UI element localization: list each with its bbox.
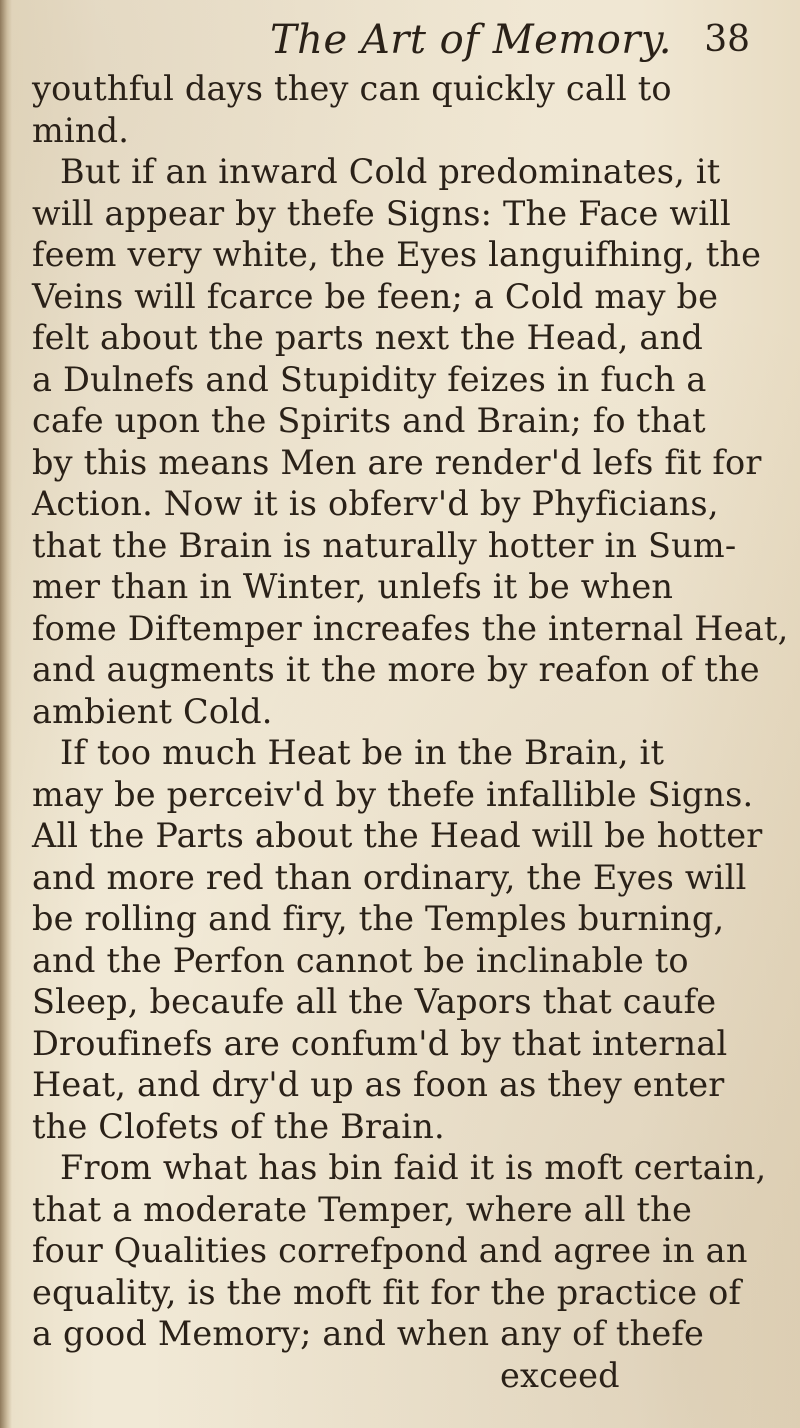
text-line: fome Diftemper increafes the internal Heat, [32, 608, 789, 648]
text-line: the Clofets of the Brain. [32, 1106, 445, 1146]
text-line: Droufinefs are confum'd by that internal [32, 1023, 728, 1063]
text-line: that a moderate Temper, where all the [32, 1189, 692, 1229]
text-line: felt about the parts next the Head, and [32, 318, 704, 357]
text-line: If too much Heat be in the Brain, it [60, 733, 665, 772]
page-number: 38 [704, 19, 750, 60]
text-line: by this means Men are render'd lefs fit for [32, 442, 762, 482]
catchword: exceed [500, 1355, 620, 1395]
text-line: may be perceiv'd by thefe infallible Signs. [32, 774, 754, 814]
text-line: Action. Now it is obferv'd by Phyficians, [32, 484, 719, 523]
text-line: youthful days they can quickly call to [32, 69, 672, 108]
text-line: four Qualities correfpond and agree in an [32, 1231, 748, 1270]
text-line: and more red than ordinary, the Eyes will [32, 857, 747, 897]
page-gutter [0, 0, 12, 1428]
text-line: Heat, and dry'd up as foon as they enter [32, 1065, 725, 1104]
text-line: cafe upon the Spirits and Brain; fo that [32, 401, 706, 440]
text-line: mind. [32, 110, 130, 150]
text-line: mer than in Winter, unlefs it be when [32, 567, 674, 606]
running-title: The Art of Memory. [270, 17, 672, 63]
text-line: But if an inward Cold predominates, it [60, 152, 721, 191]
text-line: feem very white, the Eyes languifhing, the [32, 235, 762, 274]
text-line: a Dulnefs and Stupidity feizes in fuch a [32, 359, 707, 399]
text-line: be rolling and firy, the Temples burning, [32, 899, 725, 938]
text-line: and augments it the more by reafon of the [32, 650, 760, 689]
text-line: a good Memory; and when any of thefe [32, 1314, 704, 1353]
text-line: ambient Cold. [32, 691, 273, 731]
text-line: Veins will fcarce be feen; a Cold may be [32, 276, 719, 316]
text-line: will appear by thefe Signs: The Face will [32, 193, 731, 233]
text-line: Sleep, becaufe all the Vapors that caufe [32, 982, 717, 1021]
text-line: and the Perfon cannot be inclinable to [32, 940, 689, 980]
text-line: that the Brain is naturally hotter in Sum- [32, 525, 737, 565]
text-line: All the Parts about the Head will be hotter [32, 816, 763, 855]
page-header [40, 12, 780, 68]
body-text [32, 68, 789, 1396]
text-line: equality, is the moft fit for the practice of [32, 1272, 742, 1312]
text-line: From what has bin faid it is moft certain, [60, 1148, 767, 1187]
